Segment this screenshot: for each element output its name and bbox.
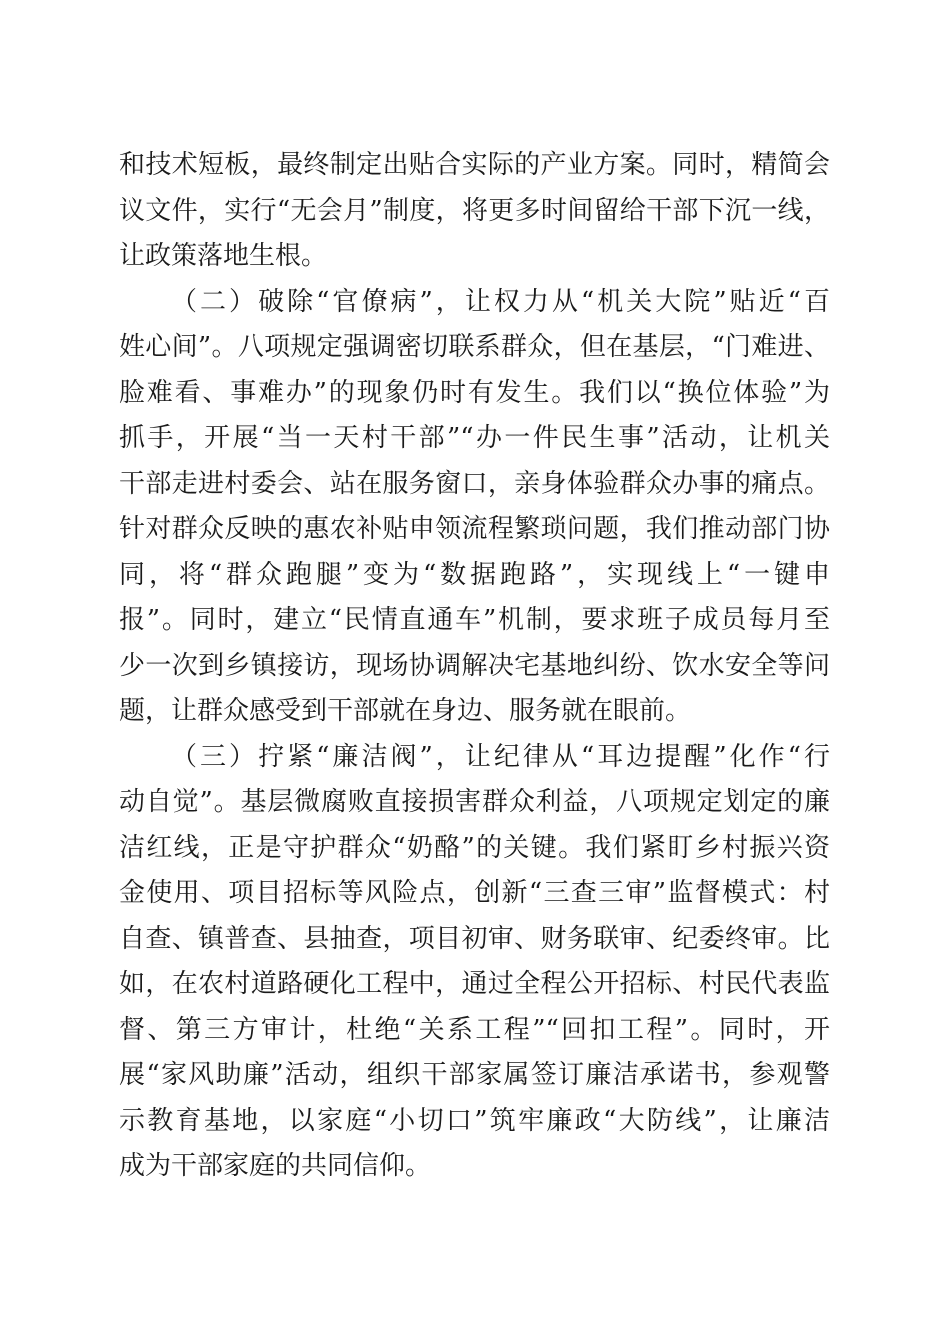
text-line: 同，将“群众跑腿”变为“数据跑路”，实现线上“一键申 (119, 559, 830, 590)
text-line: 和技术短板，最终制定出贴合实际的产业方案。同时，精简会 (119, 150, 830, 180)
text-line: 姓心间”。八项规定强调密切联系群众，但在基层，“门难进、 (119, 332, 830, 362)
text-line: 报”。同时，建立“民情直通车”机制，要求班子成员每月至 (119, 605, 830, 635)
paragraph-section-three (119, 735, 830, 1190)
text-line: 示教育基地，以家庭“小切口”筑牢廉政“大防线”，让廉洁 (119, 1105, 830, 1136)
section-heading-line: （二）破除“官僚病”，让权力从“机关大院”贴近“百 (171, 286, 830, 317)
text-line: 抓手，开展“当一天村干部”“办一件民生事”活动，让机关 (119, 423, 830, 453)
text-line: 如，在农村道路硬化工程中，通过全程公开招标、村民代表监 (119, 969, 830, 999)
text-line: 干部走进村委会、站在服务窗口，亲身体验群众办事的痛点。 (119, 468, 830, 499)
paragraph-continuation (119, 143, 830, 280)
text-line: 金使用、项目招标等风险点，创新“三查三审”监督模式：村 (119, 878, 830, 908)
text-line: 脸难看、事难办”的现象仍时有发生。我们以“换位体验”为 (119, 377, 830, 408)
text-line: 让政策落地生根。 (119, 241, 328, 271)
text-line: 展“家风助廉”活动，组织干部家属签订廉洁承诺书，参观警 (119, 1060, 830, 1090)
section-heading-line: （三）拧紧“廉洁阀”，让纪律从“耳边提醒”化作“行 (171, 741, 830, 772)
text-line: 自查、镇普查、县抽查，项目初审、财务联审、纪委终审。比 (119, 923, 830, 954)
text-line: 成为干部家庭的共同信仰。 (119, 1151, 432, 1181)
text-line: 少一次到乡镇接访，现场协调解决宅基地纠纷、饮水安全等问 (119, 650, 830, 681)
paragraph-section-two (119, 280, 830, 735)
document-body (119, 143, 830, 1190)
text-line: 洁红线，正是守护群众“奶酪”的关键。我们紧盯乡村振兴资 (119, 832, 830, 863)
text-line: 针对群众反映的惠农补贴申领流程繁琐问题，我们推动部门协 (119, 514, 830, 544)
text-line: 题，让群众感受到干部就在身边、服务就在眼前。 (119, 696, 692, 726)
text-line: 议文件，实行“无会月”制度，将更多时间留给干部下沉一线， (119, 195, 830, 226)
text-line: 督、第三方审计，杜绝“关系工程”“回扣工程”。同时，开 (119, 1014, 830, 1045)
text-line: 动自觉”。基层微腐败直接损害群众利益，八项规定划定的廉 (119, 787, 830, 817)
